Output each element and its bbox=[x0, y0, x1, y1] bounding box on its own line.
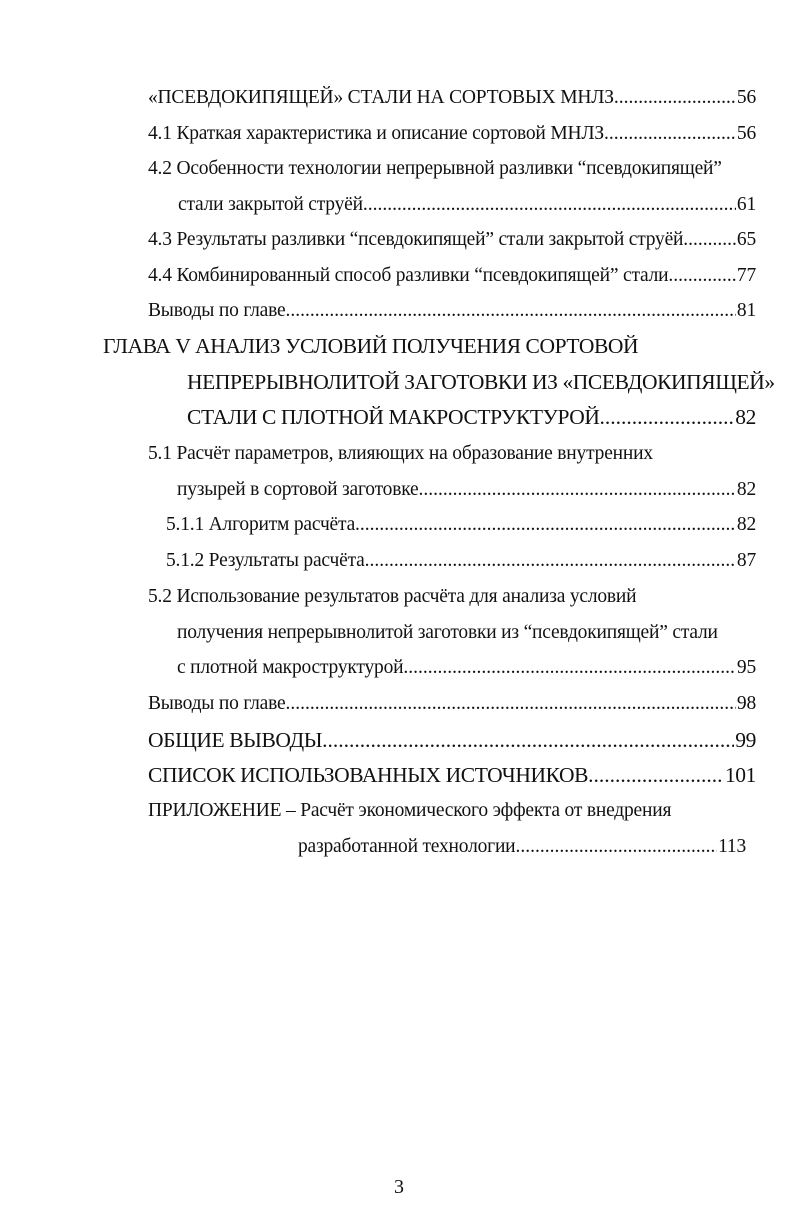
dot-leader bbox=[418, 475, 735, 505]
toc-entry-page: 82 bbox=[736, 514, 756, 535]
toc-entry-page: 99 bbox=[735, 728, 756, 752]
toc-entry-text: ГЛАВА V АНАЛИЗ УСЛОВИЙ ПОЛУЧЕНИЯ СОРТОВОЙ bbox=[103, 334, 639, 358]
toc-entry-text: 5.2 Использование результатов расчёта для анализа условий bbox=[148, 586, 637, 607]
toc-entry-references[interactable] bbox=[148, 760, 756, 790]
toc-entry-4-2-line2[interactable] bbox=[178, 190, 756, 220]
dot-leader bbox=[285, 689, 735, 719]
toc-entry-text: разработанной технологии bbox=[298, 836, 516, 857]
toc-entry-5-1-2[interactable] bbox=[166, 546, 756, 576]
toc-entry-ch5-conclusions[interactable] bbox=[148, 689, 756, 719]
dot-leader bbox=[614, 83, 736, 113]
toc-entry-ch4-conclusions[interactable] bbox=[148, 296, 756, 326]
toc-entry-page: 113 bbox=[718, 836, 746, 857]
toc-entry-5-2-line1[interactable] bbox=[148, 582, 636, 612]
toc-entry-page: 98 bbox=[736, 693, 756, 714]
toc-entry-page: 56 bbox=[736, 123, 756, 144]
dot-leader bbox=[683, 225, 736, 255]
toc-entry-4-4[interactable] bbox=[148, 261, 756, 291]
toc-entry-5-2-line2[interactable] bbox=[177, 618, 718, 648]
toc-entry-text: получения непрерывнолитой заготовки из “псевдокипящей” стали bbox=[177, 622, 718, 643]
toc-entry-page: 56 bbox=[736, 87, 756, 108]
toc-entry-text: 4.4 Комбинированный способ разливки “псевдокипящей” стали bbox=[148, 265, 669, 286]
toc-entry-4-2-line1[interactable] bbox=[148, 154, 722, 184]
toc-entry-general-conclusions[interactable] bbox=[148, 725, 756, 755]
toc-entry-text: 4.1 Краткая характеристика и описание сортовой МНЛЗ bbox=[148, 123, 604, 144]
dot-leader bbox=[285, 296, 735, 326]
dot-leader bbox=[588, 760, 724, 790]
toc-entry-text: с плотной макроструктурой bbox=[177, 657, 404, 678]
toc-entry-chapter5-line2[interactable] bbox=[187, 367, 775, 397]
toc-entry-page: 82 bbox=[735, 405, 756, 429]
toc-entry-text: СПИСОК ИСПОЛЬЗОВАННЫХ ИСТОЧНИКОВ bbox=[148, 763, 589, 787]
toc-entry-5-1-line1[interactable] bbox=[148, 439, 653, 469]
dot-leader bbox=[322, 725, 734, 755]
dot-leader bbox=[515, 832, 717, 862]
toc-entry-text: ОБЩИЕ ВЫВОДЫ bbox=[148, 728, 323, 752]
page-number: 3 bbox=[394, 1176, 404, 1198]
toc-entry-text: НЕПРЕРЫВНОЛИТОЙ ЗАГОТОВКИ ИЗ «ПСЕВДОКИПЯЩЕЙ» bbox=[187, 370, 775, 394]
toc-entry-chapter5-line1[interactable] bbox=[103, 331, 638, 361]
toc-entry-text: 5.1 Расчёт параметров, влияющих на образование внутренних bbox=[148, 443, 653, 464]
dot-leader bbox=[365, 546, 736, 576]
toc-entry-page: 65 bbox=[736, 229, 756, 250]
toc-entry-text: 4.2 Особенности технологии непрерывной разливки “псевдокипящей” bbox=[148, 158, 722, 179]
toc-entry-text: СТАЛИ С ПЛОТНОЙ МАКРОСТРУКТУРОЙ bbox=[187, 405, 600, 429]
toc-entry-text: 4.3 Результаты разливки “псевдокипящей” стали закрытой струёй bbox=[148, 229, 684, 250]
toc-entry-appendix-line2[interactable] bbox=[298, 832, 746, 862]
toc-entry-text: Выводы по главе bbox=[148, 300, 286, 321]
toc-entry-text: пузырей в сортовой заготовке bbox=[177, 479, 419, 500]
toc-entry-5-1-line2[interactable] bbox=[177, 475, 756, 505]
toc-entry-page: 81 bbox=[736, 300, 756, 321]
toc-entry-text: Выводы по главе bbox=[148, 693, 286, 714]
toc-entry-4-1[interactable] bbox=[148, 119, 756, 149]
toc-entry-appendix-line1[interactable] bbox=[148, 796, 671, 826]
toc-entry-page: 101 bbox=[724, 763, 756, 787]
toc-entry-5-2-line3[interactable] bbox=[177, 653, 756, 683]
dot-leader bbox=[403, 653, 736, 683]
toc-entry-text: «ПСЕВДОКИПЯЩЕЙ» СТАЛИ НА СОРТОВЫХ МНЛЗ bbox=[148, 87, 614, 108]
toc-entry-chapter5-line3[interactable] bbox=[187, 402, 756, 432]
dot-leader bbox=[604, 119, 736, 149]
toc-entry-4-3[interactable] bbox=[148, 225, 756, 255]
toc-entry-page: 87 bbox=[736, 550, 756, 571]
toc-entry-text: стали закрытой струёй bbox=[178, 194, 363, 215]
toc-entry-text: 5.1.2 Результаты расчёта bbox=[166, 550, 365, 571]
toc-entry-chapter4-title-end[interactable] bbox=[148, 83, 756, 113]
toc-entry-page: 61 bbox=[736, 194, 756, 215]
toc-entry-text: 5.1.1 Алгоритм расчёта bbox=[166, 514, 356, 535]
dot-leader bbox=[363, 190, 736, 220]
toc-entry-page: 82 bbox=[736, 479, 756, 500]
dot-leader bbox=[355, 510, 736, 540]
toc-entry-page: 77 bbox=[736, 265, 756, 286]
dot-leader bbox=[600, 402, 735, 432]
dot-leader bbox=[668, 261, 735, 291]
toc-entry-page: 95 bbox=[736, 657, 756, 678]
toc-entry-text: ПРИЛОЖЕНИЕ – Расчёт экономического эффекта от внедрения bbox=[148, 800, 672, 821]
toc-entry-5-1-1[interactable] bbox=[166, 510, 756, 540]
